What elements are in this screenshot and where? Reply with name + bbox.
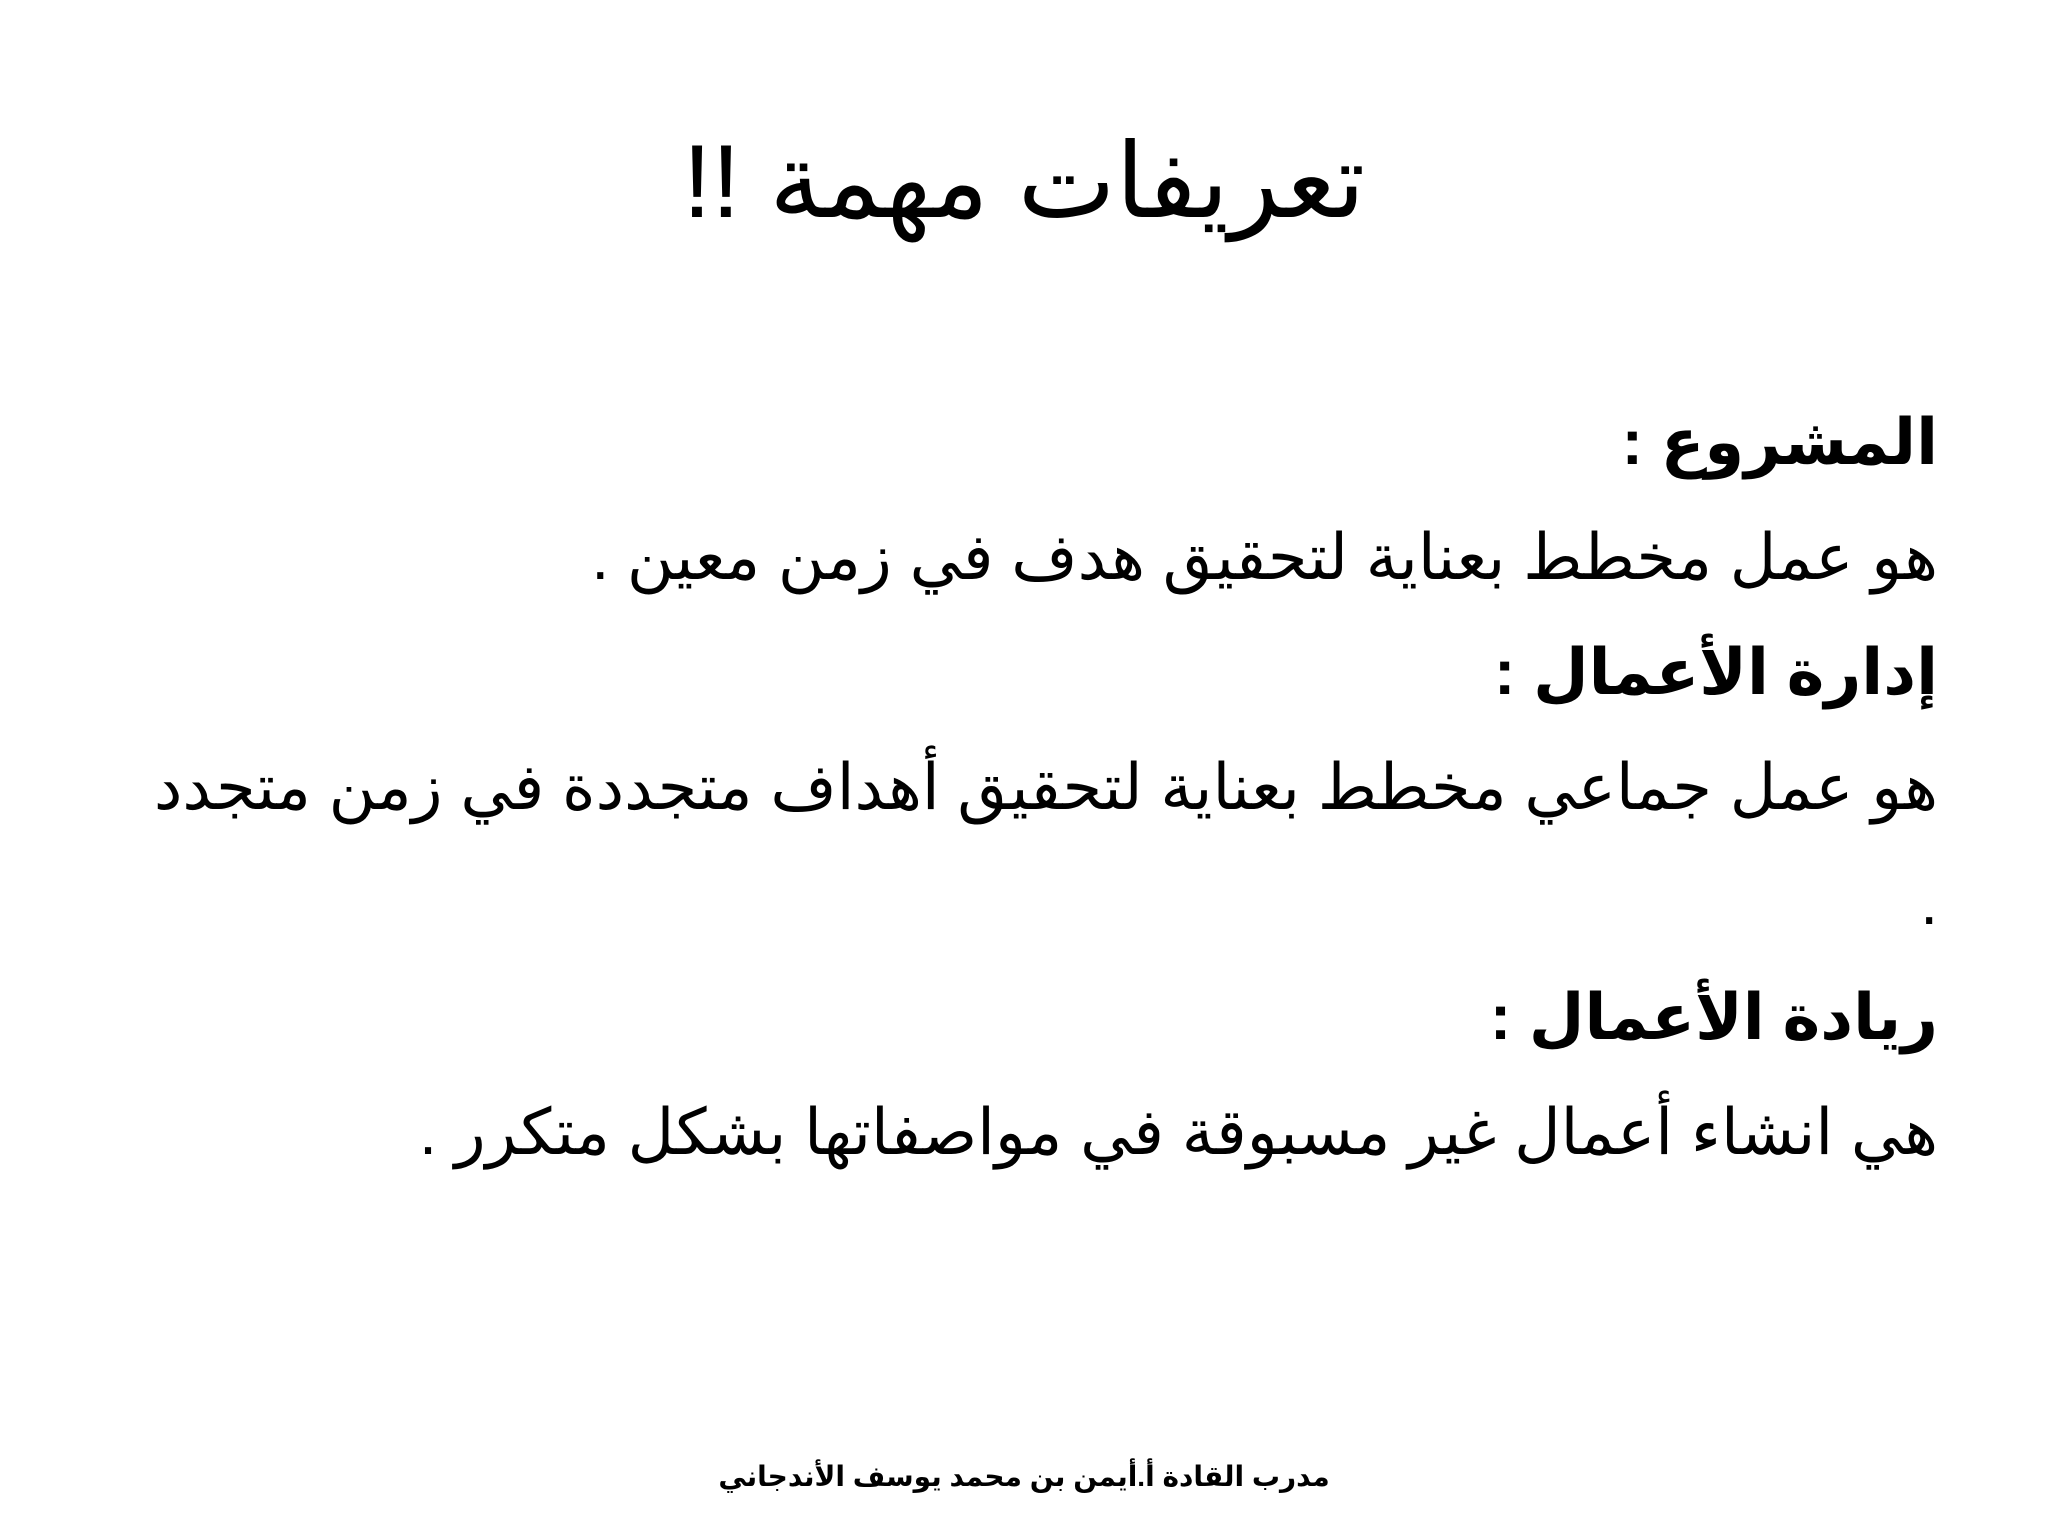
definition-business-management: هو عمل جماعي مخطط بعناية لتحقيق أهداف متجددة في زمن متجدد . <box>153 751 1938 938</box>
term-project: المشروع : <box>1621 406 1938 478</box>
definitions-list <box>150 385 1938 1190</box>
term-entrepreneurship: ريادة الأعمال : <box>1489 981 1938 1053</box>
definition-entrepreneurship: هي انشاء أعمال غير مسبوقة في مواصفاتها بشكل متكرر . <box>419 1096 1938 1168</box>
definition-project: هو عمل مخطط بعناية لتحقيق هدف في زمن معين . <box>591 521 1938 593</box>
slide-title: تعريفات مهمة !! <box>682 124 1366 240</box>
term-business-management: إدارة الأعمال : <box>1494 636 1938 708</box>
slide-footer: مدرب القادة أ.أيمن بن محمد يوسف الأندجاني <box>718 1461 1330 1492</box>
